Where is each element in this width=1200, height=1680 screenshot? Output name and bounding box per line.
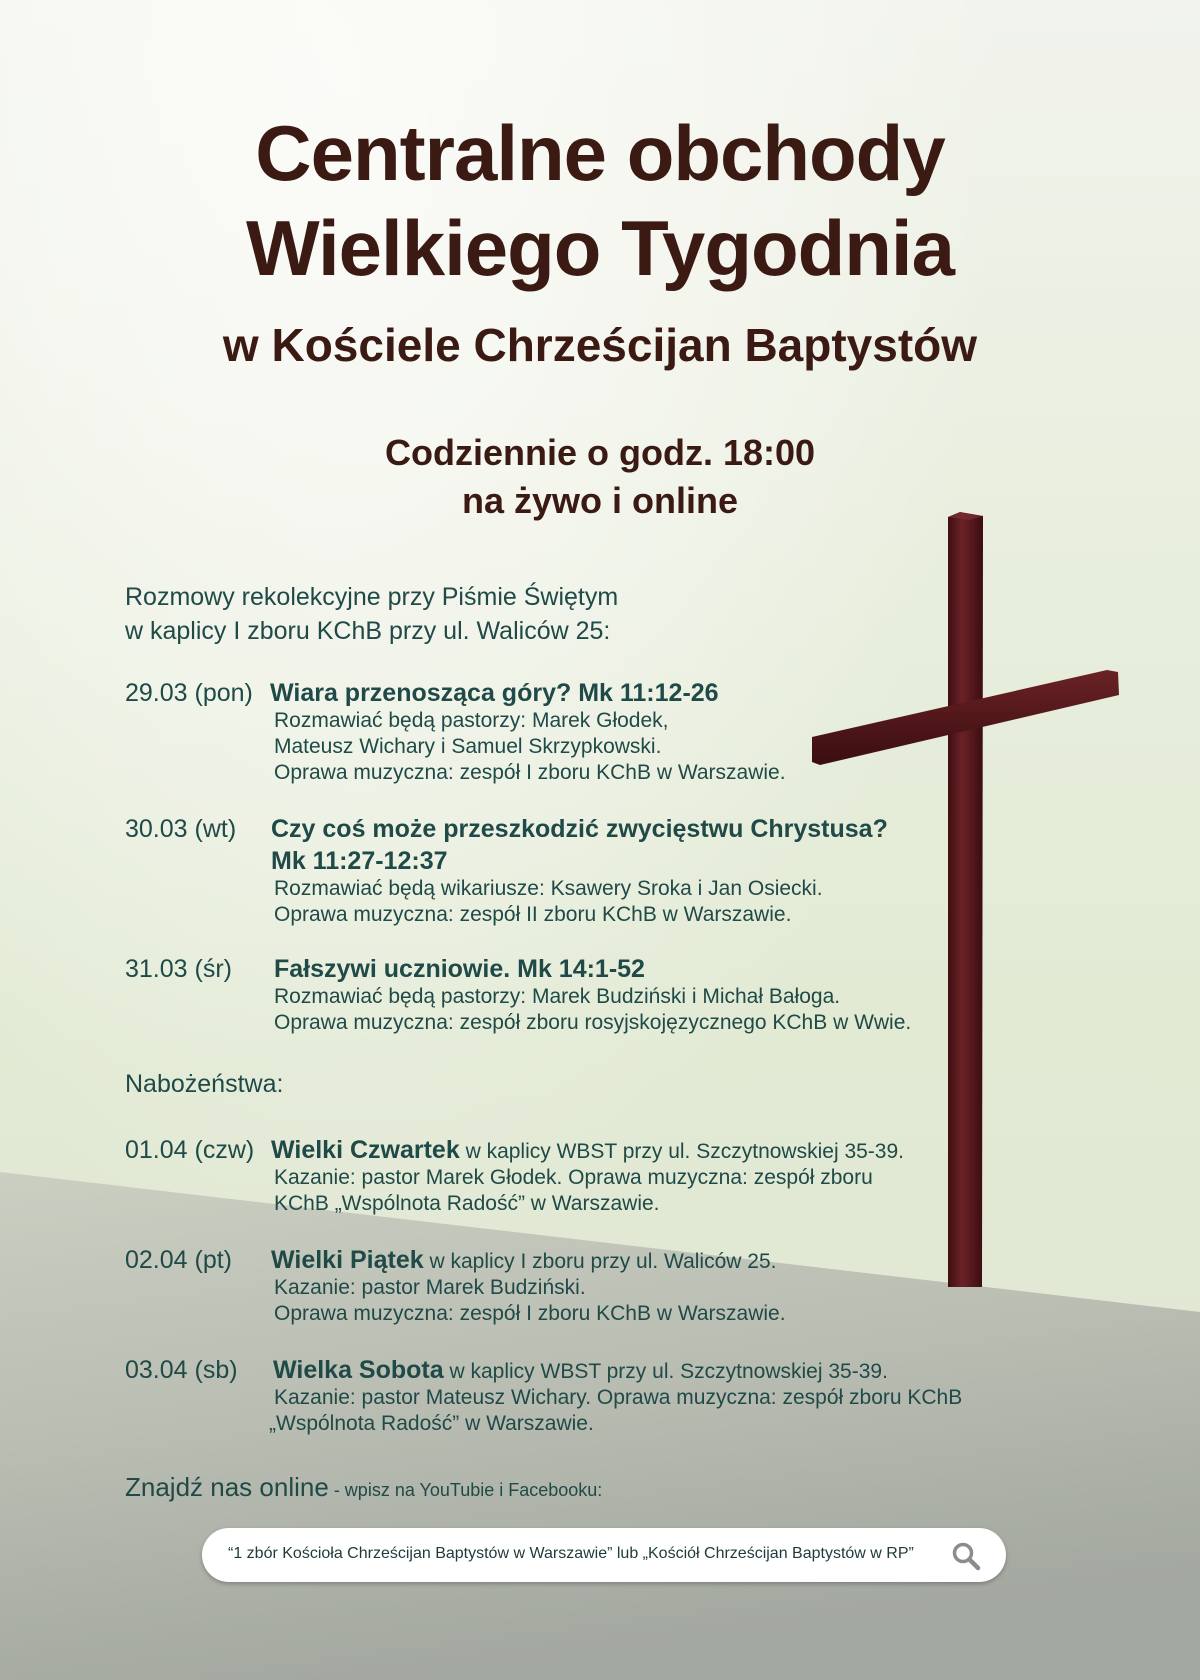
online-label [125, 1472, 602, 1503]
service-heading [271, 1134, 904, 1168]
talk-date: 31.03 (śr) [125, 955, 232, 983]
online-label-hint: - wpisz na YouTubie i Facebooku: [328, 1480, 603, 1500]
talk-detail: Oprawa muzyczna: zespół zboru rosyjskojęzycznego KChB w Wwie. [274, 1011, 912, 1034]
talk-detail: Oprawa muzyczna: zespół I zboru KChB w Warszawie. [274, 761, 786, 784]
service-detail: „Wspólnota Radość” w Warszawie. [269, 1412, 594, 1435]
service-date: 01.04 (czw) [125, 1136, 255, 1164]
service-name: Wielka Sobota [273, 1356, 444, 1384]
talk-detail: Rozmawiać będą pastorzy: Marek Głodek, [274, 709, 669, 732]
service-date: 02.04 (pt) [125, 1246, 233, 1274]
schedule-time: Codziennie o godz. 18:00 [384, 432, 816, 473]
service-name: Wielki Czwartek [271, 1136, 460, 1164]
subtitle: w Kościele Chrześcijan Baptystów [222, 319, 978, 371]
talks-intro [125, 580, 618, 648]
service-name: Wielki Piątek [271, 1246, 424, 1274]
talk-date: 30.03 (wt) [125, 815, 237, 843]
talk-detail: Oprawa muzyczna: zespół II zboru KChB w Warszawie. [274, 903, 792, 926]
service-detail: Oprawa muzyczna: zespół I zboru KChB w Warszawie. [274, 1302, 786, 1325]
talk-detail: Rozmawiać będą wikariusze: Ksawery Sroka i Jan Osiecki. [274, 877, 823, 900]
talk-date: 29.03 (pon) [125, 679, 253, 707]
search-bar[interactable] [202, 1528, 1006, 1582]
search-icon[interactable] [950, 1540, 982, 1572]
talk-heading: Czy coś może przeszkodzić zwycięstwu Chrystusa? [271, 815, 888, 843]
service-detail: KChB „Wspólnota Radość” w Warszawie. [274, 1192, 660, 1215]
intro-line-1: Rozmowy rekolekcyjne przy Piśmie Świętym [125, 583, 619, 611]
service-heading [273, 1354, 888, 1388]
service-date: 03.04 (sb) [125, 1356, 238, 1384]
service-place: w kaplicy I zboru przy ul. Waliców 25. [423, 1250, 777, 1273]
talk-heading: Wiara przenosząca góry? Mk 11:12-26 [270, 679, 719, 707]
talk-detail: Mateusz Wichary i Samuel Skrzypkowski. [274, 735, 662, 758]
service-detail: Kazanie: pastor Marek Głodek. Oprawa muzyczna: zespół zboru [274, 1166, 873, 1189]
intro-line-2: w kaplicy I zboru KChB przy ul. Waliców 25: [125, 617, 611, 645]
services-heading: Nabożeństwa: [125, 1070, 284, 1098]
service-place: w kaplicy WBST przy ul. Szczytnowskiej 35-39. [443, 1360, 888, 1383]
schedule-mode: na żywo i online [461, 480, 739, 521]
talk-detail: Rozmawiać będą pastorzy: Marek Budziński i Michał Bałoga. [274, 985, 841, 1008]
search-query-text: “1 zbór Kościoła Chrześcijan Baptystów w Warszawie” lub „Kościół Chrześcijan Baptystów w RP” [228, 1545, 914, 1562]
service-detail: Kazanie: pastor Mateusz Wichary. Oprawa muzyczna: zespół zboru KChB [274, 1386, 963, 1409]
service-heading [271, 1244, 776, 1278]
online-label-main: Znajdź nas online [125, 1472, 329, 1502]
talk-heading-reference: Mk 11:27-12:37 [271, 847, 448, 875]
talk-heading: Fałszywi uczniowie. Mk 14:1-52 [274, 955, 645, 983]
title-line-2: Wielkiego Tygodnia [246, 204, 954, 292]
title-line-1: Centralne obchody [255, 109, 945, 197]
service-place: w kaplicy WBST przy ul. Szczytnowskiej 35-39. [459, 1140, 904, 1163]
service-detail: Kazanie: pastor Marek Budziński. [274, 1276, 586, 1299]
